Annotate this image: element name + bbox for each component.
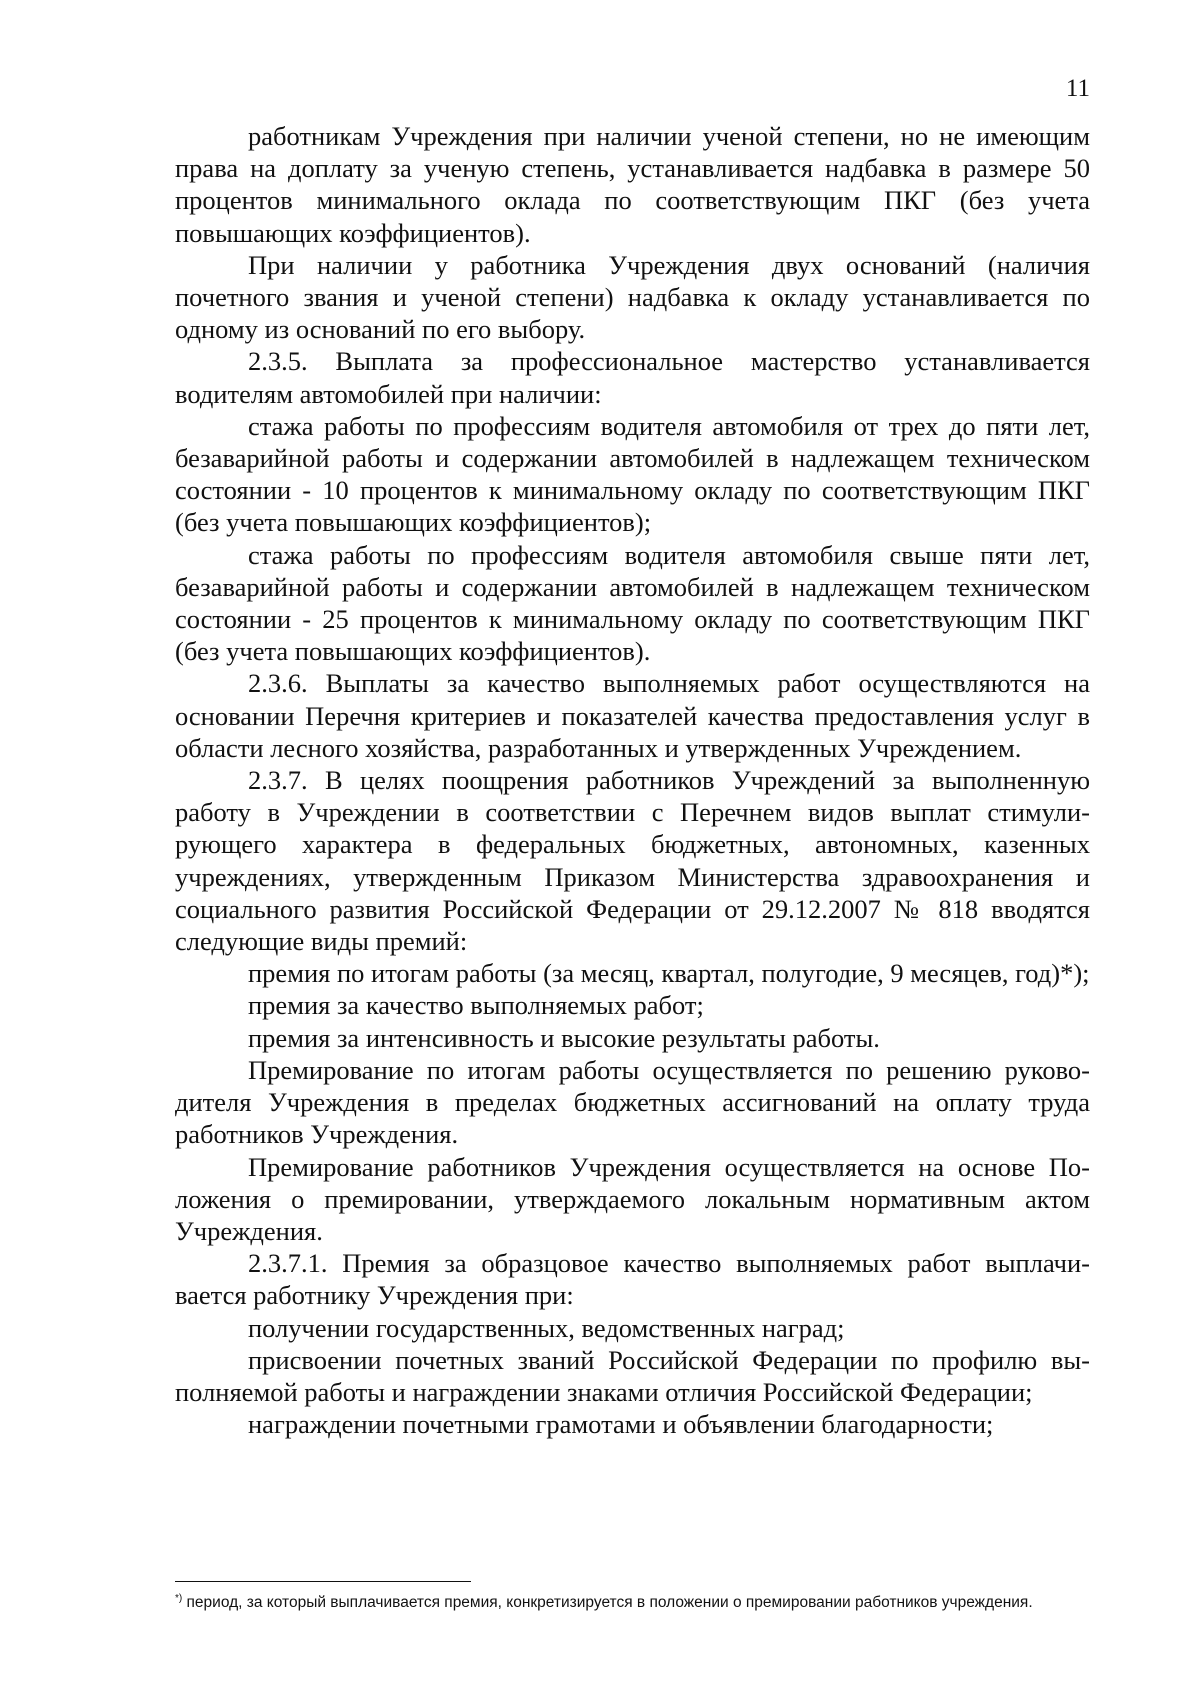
paragraph: работникам Учреждения при наличии ученой степени, но не имеющим права на доплату за ученую степень, устанавливается надбавка в размере 50 процентов минимального оклада по соответствующим ПКГ (без учета повышающих коэффициентов). [175, 121, 1090, 248]
paragraph: стажа работы по профессиям водителя автомобиля от трех до пяти лет, безаварийной работы и содержании автомобилей в надлежащем техническом состоянии - 10 процентов к минимальному окладу по соответствующим ПКГ (без учета повышающих коэффициентов); [175, 410, 1090, 538]
paragraph: 2.3.7. В целях поощрения работников Учреждений за выполненную работу в Учреждении в соответствии с Перечнем видов выплат стимулирующего характера в федеральных бюджетных, автономных, казенных учреждениях, утвержденным Приказом Министерства здравоохранения и социального развития Российской Федерации от 29.12.2007 № 818 вводятся следующие виды премий: [175, 765, 1090, 957]
body-text [175, 120, 1090, 1440]
footnote-separator [175, 1581, 471, 1582]
paragraph: стажа работы по профессиям водителя автомобиля свыше пяти лет, безаварийной работы и содержании автомобилей в надлежащем техническом состоянии - 25 процентов к минимальному окладу по соответствующим ПКГ (без учета повышающих коэффициентов). [175, 539, 1090, 667]
footnote [175, 1590, 1097, 1615]
paragraph: присвоении почетных званий Российской Федерации по профилю выполняемой работы и награждении знаками отличия Российской Федерации; [175, 1344, 1090, 1407]
page-number: 11 [1065, 75, 1090, 102]
paragraph: Премирование работников Учреждения осуществляется на основе Положения о премировании, утверждаемого локальным нормативным актом Учреждения. [175, 1151, 1090, 1246]
footnote-marker: *) [175, 1592, 183, 1604]
paragraph: награждении почетными грамотами и объявлении благодарности; [248, 1409, 994, 1440]
paragraph: премия за качество выполняемых работ; [248, 990, 704, 1021]
paragraph: премия за интенсивность и высокие результаты работы. [248, 1022, 880, 1053]
paragraph: Премирование по итогам работы осуществляется по решению руководителя Учреждения в пределах бюджетных ассигнований на оплату труда работников Учреждения. [175, 1054, 1090, 1150]
paragraph: получении государственных, ведомственных наград; [248, 1312, 845, 1343]
paragraph: 2.3.5. Выплата за профессиональное мастерство устанавливается водителям автомобилей при наличии: [175, 346, 1090, 409]
paragraph: 2.3.7.1. Премия за образцовое качество выполняемых работ выплачивается работнику Учреждения при: [175, 1248, 1090, 1311]
footnote-text: период, за который выплачивается премия, конкретизируется в положении о премировании работников учреждения. [182, 1594, 1033, 1611]
paragraph: 2.3.6. Выплаты за качество выполняемых работ осуществляются на основании Перечня критериев и показателей качества предоставления услуг в области лесного хозяйства, разработанных и утвержденных Учреждением. [175, 668, 1090, 763]
paragraph: При наличии у работника Учреждения двух оснований (наличия почетного звания и ученой степени) надбавка к окладу устанавливается по одному из оснований по его выбору. [175, 249, 1090, 345]
paragraph: премия по итогам работы (за месяц, квартал, полугодие, 9 месяцев, год)*); [248, 958, 1090, 989]
